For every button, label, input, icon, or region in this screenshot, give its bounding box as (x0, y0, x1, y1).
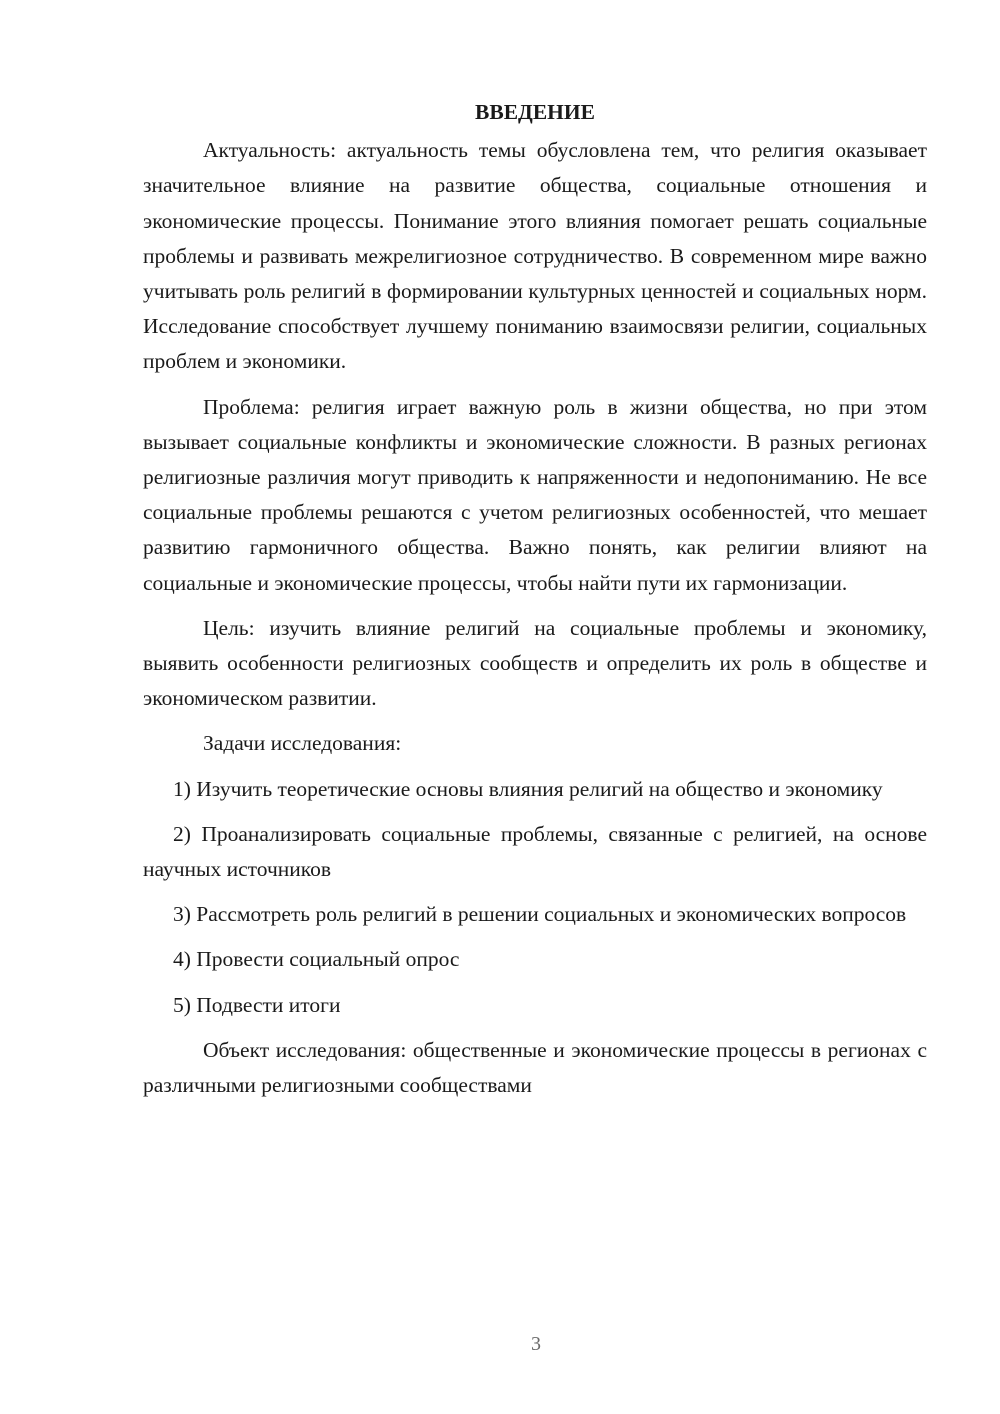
goal-paragraph: Цель: изучить влияние религий на социальные проблемы и экономику, выявить особенности религиозных сообществ и определить их роль в обществе и экономическом развитии. (143, 615, 927, 711)
task-item: 5) Подвести итоги (173, 992, 341, 1017)
relevance-paragraph: Актуальность: актуальность темы обусловлена тем, что религия оказывает значительное влияние на развитие общества, социальные отношения и экономические процессы. Понимание этого влияния помогает решать социальные проблемы и развивать межрелигиозное сотрудничество. В современном мире важно учитывать роль религий в формировании культурных ценностей и социальных норм. Исследование способствует лучшему пониманию взаимосвязи религии, социальных проблем и экономики. (143, 138, 927, 374)
page-title: ВВЕДЕНИЕ (475, 100, 595, 124)
task-item: 4) Провести социальный опрос (173, 947, 460, 972)
problem-paragraph: Проблема: религия играет важную роль в жизни общества, но при этом вызывает социальные конфликты и экономические сложности. В разных регионах религиозные различия могут приводить к напряженности и недопониманию. Не все социальные проблемы решаются с учетом религиозных особенностей, что мешает развитию гармоничного общества. Важно понять, как религии влияют на социальные и экономические процессы, чтобы найти пути их гармонизации. (143, 394, 927, 595)
tasks-heading: Задачи исследования: (203, 731, 402, 756)
task-item: 1) Изучить теоретические основы влияния религий на общество и экономику (173, 776, 883, 801)
task-item: 3) Рассмотреть роль религий в решении социальных и экономических вопросов (173, 902, 907, 927)
page-number: 3 (531, 1333, 541, 1355)
document-page (143, 95, 927, 1113)
task-item: 2) Проанализировать социальные проблемы, связанные с религией, на основе научных источников (143, 821, 927, 882)
object-paragraph: Объект исследования: общественные и экономические процессы в регионах с различными религиозными сообществами (143, 1037, 927, 1098)
